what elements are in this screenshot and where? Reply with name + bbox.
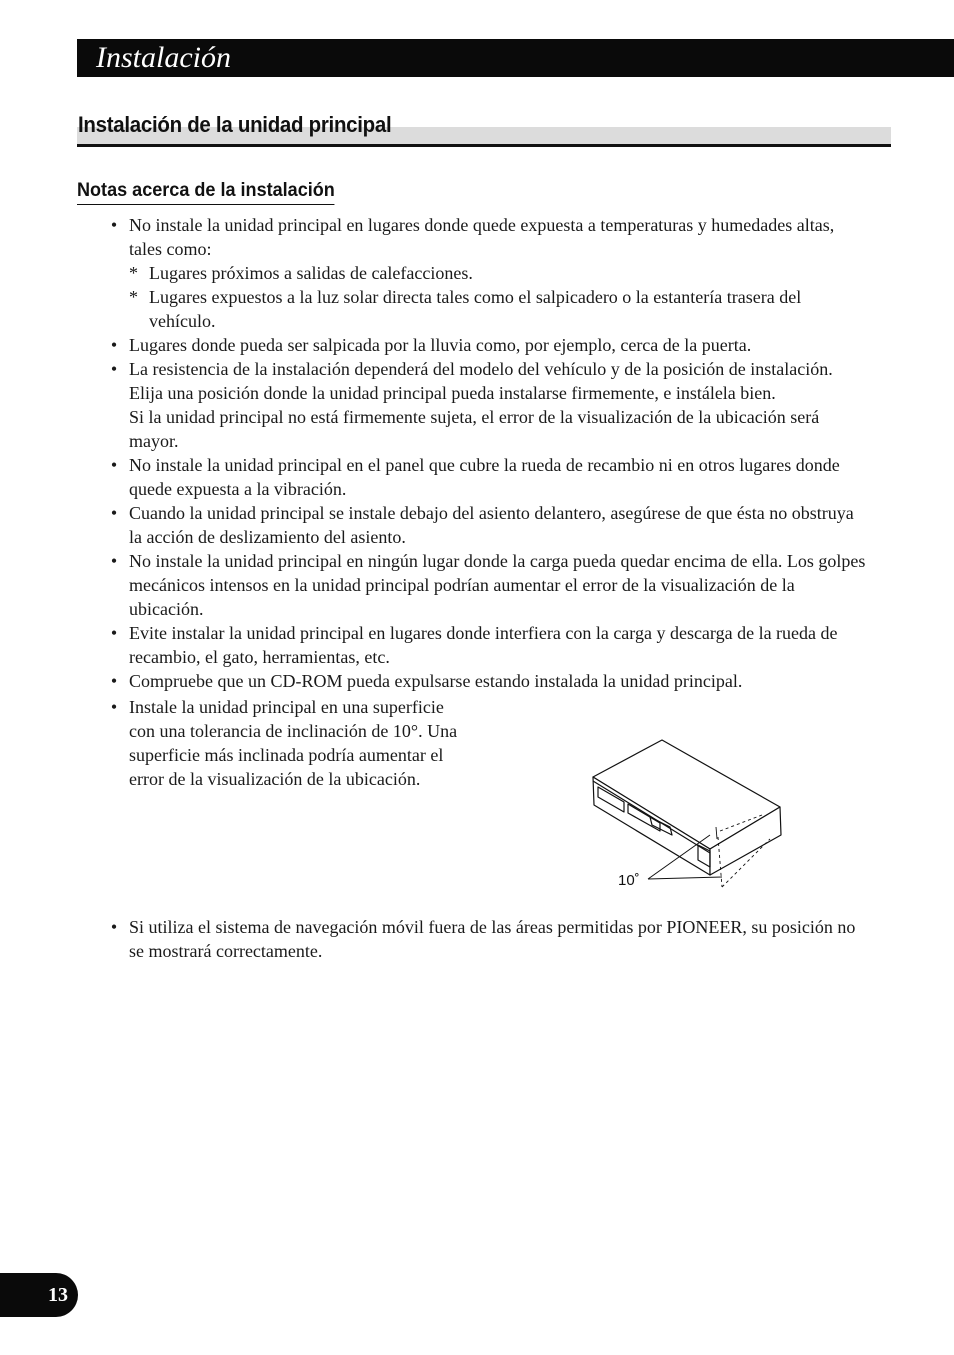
list-item <box>108 501 868 549</box>
list-item <box>108 333 868 357</box>
bullet-mark: • <box>110 335 118 355</box>
page-title: Instalación <box>96 41 231 74</box>
list-item-text: No instale la unidad principal en ningún lugar donde la carga pueda quedar encima de ella. Los golpes mecánicos intensos en la unidad principal podrían aumentar el error de la visualización de la ubicación. <box>129 551 866 619</box>
list-item <box>108 621 868 669</box>
reference-line <box>648 877 722 879</box>
bullet-mark: • <box>110 455 118 475</box>
list-item-note: Si la unidad principal no está firmemente sujeta, el error de la visualización de la ubicación será mayor. <box>129 407 820 451</box>
list-item <box>108 213 868 333</box>
list-item-text: No instale la unidad principal en lugares donde quede expuesta a temperaturas y humedades altas, tales como: <box>129 215 835 259</box>
asterisk-mark: * <box>129 287 138 307</box>
bullet-mark: • <box>110 671 118 691</box>
list-item-text: Compruebe que un CD-ROM pueda expulsarse estando instalada la unidad principal. <box>129 671 743 691</box>
sub-list-item-text: Lugares próximos a salidas de calefacciones. <box>149 263 473 283</box>
section-title: Instalación de la unidad principal <box>78 112 392 137</box>
list-item-text: No instale la unidad principal en el panel que cubre la rueda de recambio ni en otros lugares donde quede expuesta a la vibración. <box>129 455 840 499</box>
list-item <box>108 357 868 453</box>
list-item-text: Cuando la unidad principal se instale debajo del asiento delantero, asegúrese de que ésta no obstruya la acción de deslizamiento del asiento. <box>129 503 854 547</box>
angle-label: 10˚ <box>618 872 640 889</box>
bullet-mark: • <box>110 359 118 379</box>
asterisk-mark: * <box>129 263 138 283</box>
list-item <box>108 453 868 501</box>
sub-list-item <box>129 285 868 333</box>
bullet-mark: • <box>110 697 118 717</box>
page-number: 13 <box>0 1273 78 1317</box>
section-heading-rule <box>77 144 891 147</box>
sub-list-item-text: Lugares expuestos a la luz solar directa tales como el salpicadero o la estantería trasera del vehículo. <box>149 287 802 331</box>
list-item <box>108 695 469 791</box>
list-item <box>108 915 868 963</box>
subsection-title: Notas acerca de la instalación <box>77 180 335 205</box>
sub-list-item <box>129 261 868 285</box>
notes-list-tail <box>108 915 868 963</box>
list-item-text: La resistencia de la instalación dependerá del modelo del vehículo y de la posición de instalación. Elija una posición donde la unidad principal pueda instalarse firmemente, e instálela bien. <box>129 359 833 403</box>
tilt-diagram <box>500 727 790 892</box>
list-item-text: Si utiliza el sistema de navegación móvil fuera de las áreas permitidas por PIONEER, su posición no se mostrará correctamente. <box>129 917 856 961</box>
bullet-mark: • <box>110 503 118 523</box>
list-item-text: Evite instalar la unidad principal en lugares donde interfiera con la carga y descarga de la rueda de recambio, el gato, herramientas, etc. <box>129 623 838 667</box>
bullet-mark: • <box>110 917 118 937</box>
section-heading <box>77 110 891 147</box>
list-item-text: Instale la unidad principal en una superficie con una tolerancia de inclinación de 10°. Una superficie más inclinada podría aumentar el error de la visualización de la ubicación. <box>129 697 458 789</box>
bullet-mark: • <box>110 551 118 571</box>
header-bar <box>77 39 954 77</box>
bullet-mark: • <box>110 623 118 643</box>
bullet-mark: • <box>110 215 118 235</box>
list-item <box>108 549 868 621</box>
list-item <box>108 669 868 693</box>
list-item-text: Lugares donde pueda ser salpicada por la lluvia como, por ejemplo, cerca de la puerta. <box>129 335 752 355</box>
